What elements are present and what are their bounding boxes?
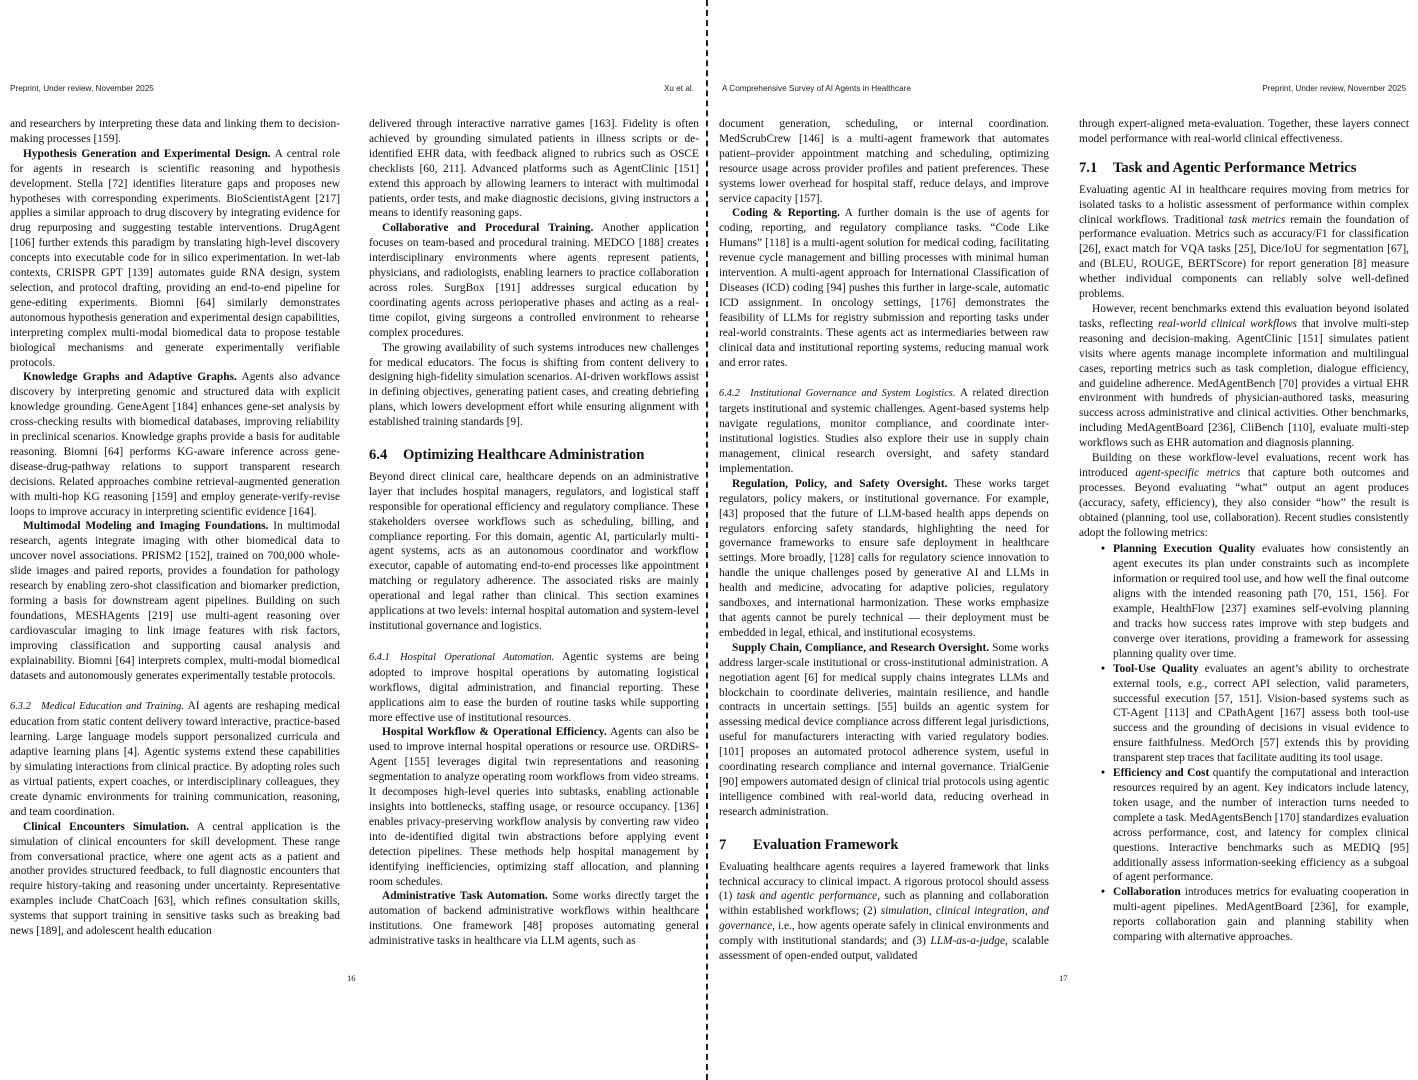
bullet-list [1079,542,1409,944]
paragraph [369,341,699,430]
paragraph [1079,451,1409,540]
paragraph-text: Some works directly target the automation of backend administrative workflows within healthcare institutions. One framework [48] proposes automating general administrative tasks in healthcare via LLM agents, such as [369,890,699,948]
list-item [1079,662,1409,766]
header-venue: Preprint, Under review, November 2025 [1262,84,1406,93]
paragraph [1079,183,1409,302]
run-in-heading: Hypothesis Generation and Experimental Design. [23,147,271,160]
paragraph-text: Evaluating agentic AI in healthcare requires moving from metrics for isolated tasks to a holistic assessment of performance within complex clinical workflows. Traditional task metrics remain the foundation of performance evaluation. Metrics such as accuracy/F1 for classification [26], exact match for VQA tasks [25], Dice/IoU for segmentation [67], and (BLEU, ROUGE, BERTScore) for report generation [8] measure whether individual components can reliably solve well-defined problems. [1079,183,1409,301]
list-item-heading: Planning Execution Quality [1113,543,1256,556]
paragraph-text: Agents also advance discovery by interpreting genomic and structured data with explicit knowledge grounding. GeneAgent [184] enhances gene-set analysis by cross-checking results with biomedical databases, improving reliability in preclinical scenarios. Knowledge graphs provide a basis for auditable reasoning. Biomni [64] performs KG-aware inference across gene-disease-drug-pathway relations to support transparent research decisions. Related approaches combine retrieval-augmented generation with multi-hop KG reasoning [159] and employ generate-verify-revise loops to improve accuracy in interpreting scientific evidence [164]. [10,371,340,518]
paragraph-text: AI agents are reshaping medical education from static content delivery toward interactive, practice-based learning. Large language models support personalized curricula and adaptive learning plans [4]. Agentic systems extend these capabilities by simulating interactions from clinical practice. By adopting roles such as virtual patients, expert coaches, or interdisciplinary colleagues, they create dynamic environments for training communication, reasoning, and team coordination. [10,700,340,818]
paragraph [1079,302,1409,451]
list-item-heading: Efficiency and Cost [1113,767,1210,780]
run-in-heading: Knowledge Graphs and Adaptive Graphs. [23,371,237,384]
paragraph [369,221,699,340]
section-title: Optimizing Healthcare Administration [403,447,645,464]
section-heading [369,448,699,463]
paragraph-text: In multimodal research, agents integrate imaging with other biomedical data to uncover novel associations. PRISM2 [152], trained on 700,000 whole-slide images and paired reports, provides a foundation for pathology research by enabling zero-shot classification and biomarker prediction, forming a basis for downstream agent pipelines. Building on such foundations, MESHAgents [219] use multi-agent reasoning over cardiovascular imaging to link image features with risk factors, improving classification and supporting causal analysis and explainability. Biomni [64] interprets complex, multi-modal biomedical datasets and autonomously generates experimentally testable protocols. [10,520,340,682]
paragraph-text: These works target regulators, policy makers, or institutional governance. For example, [43] proposed that the future of LLM-based health apps depends on regulators enforcing safety standards, highlighting the need for governance frameworks to ensure safe deployment in healthcare settings. More broadly, [128] calls for regulatory science innovation to handle the unique challenges posed by generative AI and LLMs in health and medicine, advocating for adaptive policies, regulatory sandboxes, and international harmonization. These works emphasize that agents cannot be purely technical — their deployment must be embedded in legal, ethical, and institutional ecosystems. [719,477,1049,639]
list-item-heading: Tool-Use Quality [1113,662,1199,675]
running-header [10,84,694,96]
page-left [0,0,704,1080]
paragraph-text: and researchers by interpreting these data and linking them to decision-making processes [159]. [10,118,340,145]
subsubsection [369,650,699,726]
header-venue: Preprint, Under review, November 2025 [10,84,154,93]
running-header [722,84,1406,96]
subsubsection-title: Medical Education and Training. [41,701,184,713]
paragraph [369,725,699,889]
paragraph [10,147,340,371]
section-number: 6.4 [369,447,388,464]
paragraph [10,370,340,519]
paragraph-text: Building on these workflow-level evaluations, recent work has introduced agent-specific metrics that capture both outcomes and processes. Beyond evaluating “what” output an agent produces (accuracy, safety, efficiency), they also consider “how” the result is obtained (planning, tool use, collaboration). Recent studies consistently adopt the following metrics: [1079,452,1410,539]
paragraph [1079,117,1409,147]
page-divider [706,0,708,1080]
list-item [1079,885,1409,945]
run-in-heading: Supply Chain, Compliance, and Research Oversight. [732,641,990,654]
subsubsection-number: 6.3.2 [10,701,42,713]
paragraph [10,117,340,147]
paragraph [10,820,340,939]
paragraph-text: Beyond direct clinical care, healthcare depends on an administrative layer that includes hospital managers, regulators, and logistical staff responsible for operational efficiency and regulatory compliance. These stakeholders oversee workflows such as scheduling, billing, and compliance reporting. For this domain, agentic AI, particularly multi-agent systems, acts as an autonomous coordinator and workflow executor, capable of automating end-to-end processes like appointment matching or regulatory adherence. The associated risks are mainly operational and legal rather than clinical. This section examines applications at two levels: internal hospital automation and system-level institutional governance and logistics. [369,470,699,632]
left-page-column-1 [10,117,340,939]
section-title: Task and Agentic Performance Metrics [1113,159,1357,176]
paragraph-text: A central role for agents in research is scientific reasoning and hypothesis development. Stella [72] identifies literature gaps and proposes new hypotheses with corresponding experiments. BioScientistAgent [217] applies a similar approach to drug discovery by integrating evidence for drug repurposing and suggesting testable interventions. DrugAgent [106] further extends this paradigm by translating high-level discovery concepts into executable code for in silico experimentation. In wet-lab contexts, CRISPR GPT [139] automates guide RNA design, system selection, and protocol drafting, providing an end-to-end pipeline for gene-editing experiments. Biomni [64] similarly demonstrates autonomous hypothesis generation and experimental design capabilities, interpreting complex multi-modal biomedical data to propose testable biological mechanisms and generate experimentally verifiable protocols. [10,147,340,369]
paragraph [719,117,1049,206]
paragraph-text: Agentic systems are being adopted to improve hospital operations by automating logistical workflows, digital administration, and financial reporting. These applications aim to ease the burden of routine tasks while supporting more effective use of institutional resources. [369,650,699,724]
paragraph-text: However, recent benchmarks extend this evaluation beyond isolated tasks, reflecting real-world clinical workflows that involve multi-step reasoning and decision-making. AgentClinic [151] simulates patient visits where agents manage incomplete information and multilingual cases, reporting metrics such as task completion, dialogue efficiency, and guideline adherence. MedAgentBench [70] provides a virtual EHR environment with hundreds of physician-authored tasks, measuring success across administrative and clinical activities. Other benchmarks, including MedAgentBoard [236], CliBench [110], evaluate multi-step workflows such as EHR automation and diagnosis planning. [1079,302,1410,450]
paragraph-text: through expert-aligned meta-evaluation. Together, these layers connect model performance with real-world clinical effectiveness. [1079,118,1409,145]
paragraph-text: A related direction targets institutional and systemic challenges. Agent-based systems help navigate regulations, monitor compliance, and coordinate inter-institutional logistics. Studies also explore their use in supply chain management, clinical research oversight, and safety standard implementation. [719,387,1049,475]
paragraph-text: Another application focuses on team-based and procedural training. MEDCO [188] creates interdisciplinary environments where agents represent patients, physicians, and radiologists, enabling learners to practice collaboration across roles. SurgBox [191] addresses surgical education by coordinating agents across perioperative phases and acting as a real-time copilot, giving surgeons a controlled environment to rehearse complex procedures. [369,222,700,339]
paragraph-text: The growing availability of such systems introduces new challenges for medical educators. The focus is shifting from content delivery to designing high-fidelity simulation scenarios. AI-driven workflows assist in defining objectives, generating patient cases, and creating debriefing plans, which lowers development effort while ensuring alignment with established training standards [9]. [369,341,699,429]
right-page-column-1 [719,117,1049,964]
list-item-heading: Collaboration [1113,886,1181,899]
paragraph-text: A further domain is the use of agents for coding, reporting, and regulatory compliance tasks. “Code Like Humans” [118] is a multi-agent solution for medical coding, facilitating revenue cycle management and billing processes with minimal human intervention. A multi-agent approach for International Classification of Diseases (ICD) coding [94] pushes this further in large-scale, automatic ICD assignment. In oncology settings, [176] demonstrates the feasibility of LLMs for registry submission and reporting tasks under real-world constraints. These agents act as intermediaries between raw clinical data and institutional reporting systems, reducing manual work and error rates. [719,207,1049,369]
page-right [712,0,1416,1080]
paragraph-text: Some works address larger-scale institutional or cross-institutional administration. A negotiation agent [6] for medical supply chains integrates LLMs and blockchain to coordinate deliveries, maintain resilience, and handle contracts in uncertain settings. [55] builds an agentic system for assessing medical device compliance across different legal jurisdictions, useful for manufacturers interacting with varied regulatory bodies. [101] proposes an automated protocol adherence system, useful in coordinating research compliance and internal governance. TrialGenie [90] empowers automated design of clinical trial protocols using agentic intelligence combined with real-world data, reducing overhead in research administration. [719,641,1049,818]
run-in-heading: Clinical Encounters Simulation. [23,820,190,833]
paragraph [10,519,340,683]
paragraph-text: Agents can also be used to improve internal hospital operations or resource use. ORDiRS-Agent [155] leverages digital twin representations and reasoning segmentation to analyze operating room workflows from video streams. It decomposes high-level queries into subtasks, enabling actionable insights into bottlenecks, staffing usage, or resource occupancy. [136] enables privacy-preserving workflow analysis by converting raw video into de-identified digital twin abstractions before applying event detection pipelines. These methods help hospital management by identifying inefficiencies, optimizing staff allocation, and planning room schedules. [369,726,699,888]
paragraph [719,860,1049,964]
run-in-heading: Coding & Reporting. [732,207,840,220]
page-number: 16 [347,973,356,983]
list-item [1079,766,1409,885]
section-number: 7.1 [1079,159,1098,176]
left-page-column-2 [369,117,699,949]
section-heading [719,838,1049,853]
run-in-heading: Hospital Workflow & Operational Efficiency. [382,726,607,739]
run-in-heading: Regulation, Policy, and Safety Oversight. [732,477,948,490]
list-item-text: quantify the computational and interaction resources required by an agent. Key indicators include latency, token usage, and the number of interaction turns needed to complete a task. MedAgentsBench [170] standardizes evaluation across performance, cost, and latency for complex clinical questions. Interactive benchmarks such as MEDIQ [95] additionally assess information-seeking efficiency as a subgoal of agent performance. [1113,767,1409,884]
paragraph-text: Evaluating healthcare agents requires a layered framework that links technical accuracy to clinical impact. A rigorous protocol should assess (1) task and agentic performance, such as planning and collaboration within established workflows; (2) simulation, clinical integration, and governance, i.e., how agents operate safely in clinical environments and comply with institutional standards; and (3) LLM-as-a-judge, scalable assessment of open-ended output, validated [719,860,1049,963]
section-title: Evaluation Framework [753,836,899,853]
list-item-text: evaluates how consistently an agent executes its plan under constraints such as incomplete information or required tool use, and how well the final outcome aligns with the intended reasoning path [70, 151, 156]. For example, HealthFlow [237] examines self-evolving planning and tracks how success rates improve with step budgets and converge over iterations, providing a framework for assessing planning quality over time. [1113,543,1409,660]
header-title: A Comprehensive Survey of AI Agents in Healthcare [722,84,911,93]
paragraph [719,641,1049,820]
subsubsection [719,386,1049,476]
paragraph [719,206,1049,370]
section-number: 7 [719,836,727,853]
subsubsection [10,699,340,819]
list-item [1079,542,1409,661]
subsubsection-number: 6.4.2 [719,388,751,400]
right-page-column-2 [1079,117,1409,945]
header-authors: Xu et al. [663,84,694,93]
paragraph [369,117,699,221]
subsubsection-title: Hospital Operational Automation. [400,651,555,663]
section-heading [1079,161,1409,176]
paragraph-text: delivered through interactive narrative games [163]. Fidelity is often achieved by grounding simulated patients in illness scripts or de-identified EHR data, with feedback aligned to rubrics such as OSCE checklists [60, 211]. Advanced platforms such as AgentClinic [151] extend this approach by allowing learners to interact with multimodal patients, order tests, and make diagnostic decisions, giving instructors a means to identify reasoning gaps. [369,118,699,220]
list-item-text: introduces metrics for evaluating cooperation in multi-agent pipelines. MedAgentBoard [236], for example, reports collaboration gain and planning stability when comparing with alternative approaches. [1113,886,1409,944]
paragraph [369,889,699,949]
run-in-heading: Collaborative and Procedural Training. [382,222,594,235]
subsubsection-number: 6.4.1 [369,651,401,663]
run-in-heading: Administrative Task Automation. [382,890,548,903]
page-number: 17 [1059,973,1068,983]
subsubsection-title: Institutional Governance and System Logistics. [750,388,956,400]
paragraph [719,477,1049,641]
paragraph [369,470,699,634]
run-in-heading: Multimodal Modeling and Imaging Foundations. [23,520,269,533]
list-item-text: evaluates an agent’s ability to orchestrate external tools, e.g., correct API selection, valid parameters, successful execution [57, 151]. Vision-based systems such as CT-Agent [113] and CPathAgent [167] assess both tool-use success and the grounding of decisions in visual evidence to ensure faithfulness. MedOrch [57] extends this by providing transparent step traces that facilitate auditing its tool usage. [1113,662,1410,765]
paragraph-text: document generation, scheduling, or internal coordination. MedScrubCrew [146] is a multi-agent framework that automates patient–provider appointment matching and scheduling, optimizing resource usage across provider profiles and patient preferences. These systems lower overhead for hospital staff, reduce delays, and improve service capacity [157]. [719,118,1049,205]
paragraph-text: A central application is the simulation of clinical encounters for skill development. These range from conversational practice, where one agent acts as a patient and another provides structured feedback, to full diagnostic encounters that require history-taking and reasoning under uncertainty. Representative examples include ChatCoach [63], which refines consultation skills, systems that support training in sensitive tasks such as breaking bad news [189], and adolescent health education [10,820,340,938]
